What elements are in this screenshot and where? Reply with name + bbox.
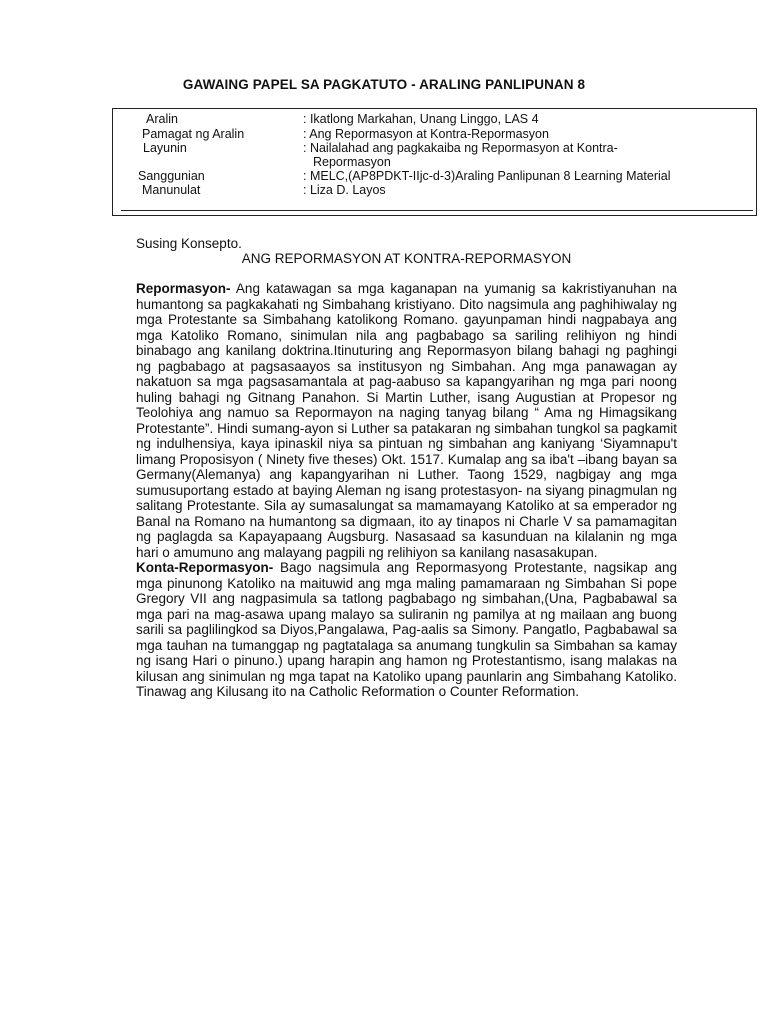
lesson-info-box: [112, 108, 757, 216]
aralin-label: Aralin: [146, 112, 178, 126]
document-title: GAWAING PAPEL SA PAGKATUTO - ARALING PANLIPUNAN 8: [182, 77, 586, 92]
layunin-value-line-1: : Nailalahad ang pagkakaiba ng Repormasyon at Kontra-: [303, 141, 618, 155]
pamagat-label: Pamagat ng Aralin: [142, 127, 245, 141]
pamagat-value: : Ang Repormasyon at Kontra-Repormasyon: [303, 127, 549, 141]
susing-konsepto-label: Susing Konsepto.: [136, 236, 242, 251]
paragraph-kontra-repormasyon: [136, 560, 677, 700]
sanggunian-label: Sanggunian: [138, 169, 205, 183]
paragraph-repormasyon: [136, 281, 677, 560]
term-repormasyon: Repormasyon-: [136, 281, 231, 296]
layunin-label: Layunin: [143, 141, 187, 155]
info-box-divider: [121, 210, 753, 211]
manunulat-value: : Liza D. Layos: [303, 183, 386, 197]
layunin-value-line-2: Repormasyon: [313, 155, 391, 169]
aralin-value: : Ikatlong Markahan, Unang Linggo, LAS 4: [303, 112, 539, 126]
body-text: [136, 281, 677, 700]
text-kontra-repormasyon: Bago nagsimula ang Repormasyong Protestante, nagsikap ang mga pinunong Katoliko na maituwid ang mga maling pamamaraan ng Simbahan Si pope Gregory VII ang nagpasimula sa tatlong pagbabago ng simbahan,(Una, Pagbabawal sa mga pari na mag-asawa upang malayo sa suliranin ng pamilya at ng mailaan ang buong sarili sa paglilingkod sa Diyos,Pangalawa, Pag-aalis sa Simony. Pangatlo, Pagbabawal sa mga tauhan na tumanggap ng pagtatalaga sa anumang tungkulin sa Simbahan sa kamay ng isang Hari o pinuno.) upang harapin ang hamon ng Protestantismo, isang malakas na kilusan ang sinimulan ng mga tapat na Katoliko upang paunlarin ang Simbahang Katoliko. Tinawag ang Kilusang ito na Catholic Reformation o Counter Reformation.: [136, 560, 677, 699]
manunulat-label: Manunulat: [142, 183, 201, 197]
sanggunian-value: : MELC,(AP8PDKT-IIjc-d-3)Araling Panlipunan 8 Learning Material: [303, 169, 671, 183]
term-kontra-repormasyon: Konta-Repormasyon-: [136, 560, 274, 575]
section-subtitle: ANG REPORMASYON AT KONTRA-REPORMASYON: [241, 251, 572, 266]
layunin-value: [303, 141, 743, 169]
text-repormasyon: Ang katawagan sa mga kaganapan na yumanig sa kakristiyanuhan na humantong sa pagkakahati ng Simbahang kristiyano. Dito nagsimula ang paghihiwalay ng mga Protestante sa Simbahang katolikong Romano. gayunpaman hindi nagpabaya ang mga Katoliko Romano, sinimulan nila ang pagbabago sa sariling relihiyon ng hindi binabago ang kanilang doktrina.Itinuturing ang Repormasyon bilang bahagi ng paghingi ng pagbabago at pagsasaayos sa institusyon ng Simbahan. Ang mga panawagan ay nakatuon sa mga pagsasamantala at pag-aabuso sa kapangyarihan ng mga pari noong huling bahagi ng Gitnang Panahon. Si Martin Luther, isang Augustian at Propesor ng Teolohiya ang namuo sa Repormayon na naging tanyag bilang “ Ama ng Himagsikang Protestante”. Hindi sumang-ayon si Luther sa patakaran ng simbahan tungkol sa pagkamit ng indulhensiya, kaya ipinaskil niya sa pintuan ng simbahan ang kaniyang ‘Siyamnapu't limang Proposisyon ( Ninety five theses) Okt. 1517. Kumalap ang sa iba't –ibang bayan sa Germany(Alemanya) ang kapangyarihan ni Luther. Taong 1529, nagbigay ang mga sumusuportang estado at baying Aleman ng isang protestasyon- na siyang pinagmulan ng salitang Protestante. Sila ay sumasalungat sa mamamayang Katoliko at sa emperador ng Banal na Romano na humantong sa digmaan, ito ay tinapos ni Charle V sa pamamagitan ng paglagda sa Kapayapaang Augsburg. Nasasaad sa kasunduan na kilalanin ng mga hari o amumuno ang malayang pagpili ng relihiyon sa kanilang nasasakupan.: [136, 281, 677, 560]
